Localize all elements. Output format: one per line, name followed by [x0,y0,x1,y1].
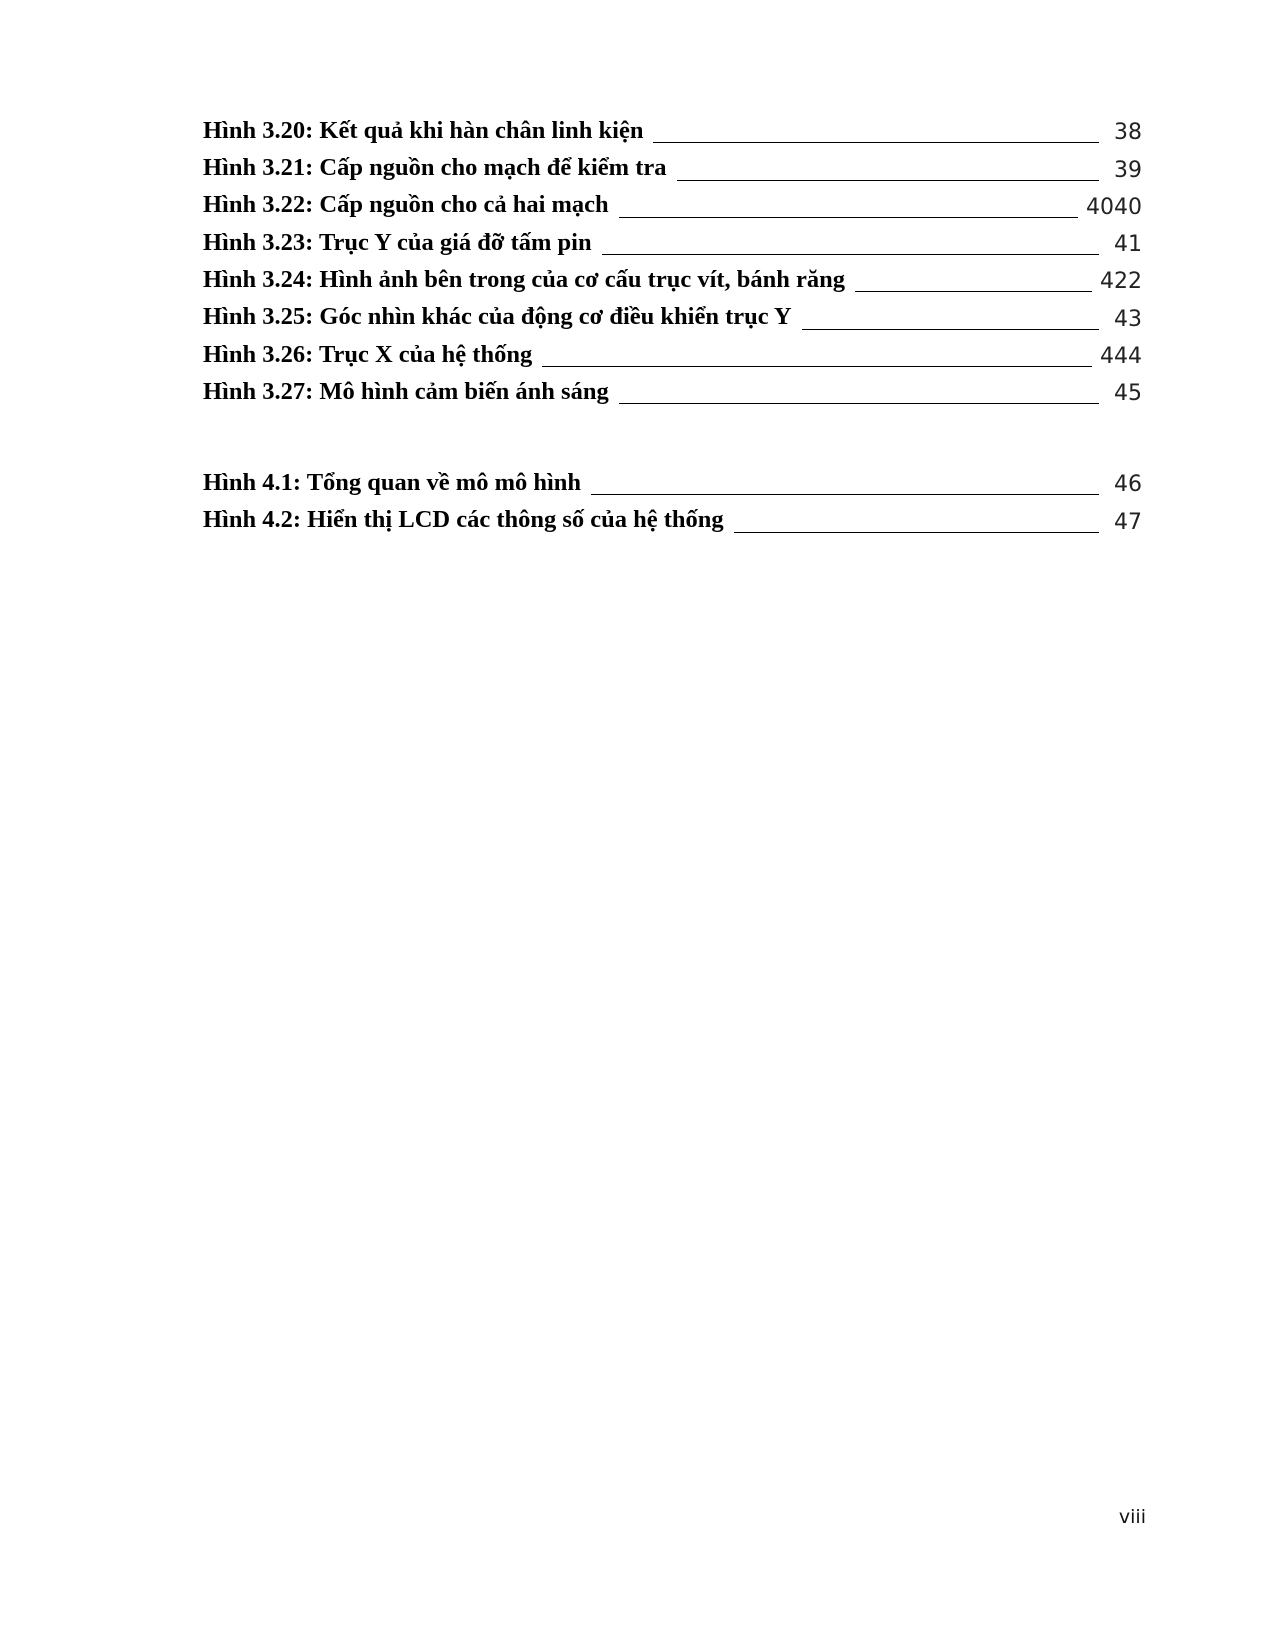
leader-line [855,291,1092,292]
entry-title: Hình 3.23: Trục Y của giá đỡ tấm pin [203,228,592,256]
leader-line [542,366,1092,367]
entry-page-number: 39 [1114,157,1142,183]
leader-line [602,254,1099,255]
entry-title: Hình 4.1: Tổng quan về mô mô hình [203,468,582,496]
entry-page-number: 46 [1114,472,1142,498]
entry-title: Hình 3.22: Cấp nguồn cho cả hai mạch [203,191,609,219]
figure-list-chapter-3 [203,114,1142,412]
entry-title: Hình 3.20: Kết quả khi hàn chân linh kiện [203,116,644,144]
page-number: viii [1118,1506,1146,1528]
entry-page-number: 444 [1100,344,1142,370]
entry-page-number: 47 [1114,509,1142,535]
leader-line [653,142,1099,143]
leader-line [734,532,1099,533]
entry-title: Hình 3.25: Góc nhìn khác của động cơ điều khiển trục Y [203,303,792,331]
entry-title: Hình 3.27: Mô hình cảm biến ánh sáng [203,377,609,405]
figure-list-chapter-4 [203,466,1142,541]
entry-title: Hình 3.24: Hình ảnh bên trong của cơ cấu trục vít, bánh răng [203,265,846,293]
toc-entry[interactable] [203,114,1142,151]
entry-page-number: 41 [1114,232,1142,258]
entry-title: Hình 3.21: Cấp nguồn cho mạch để kiểm tra [203,154,667,182]
leader-line [802,329,1099,330]
entry-page-number: 43 [1114,306,1142,332]
toc-entry[interactable] [203,338,1142,375]
toc-entry[interactable] [203,375,1142,412]
toc-entry[interactable] [203,263,1142,300]
entry-page-number: 45 [1114,381,1142,407]
toc-entry[interactable] [203,466,1142,503]
toc-entry[interactable] [203,226,1142,263]
toc-entry[interactable] [203,151,1142,188]
toc-entry[interactable] [203,503,1142,540]
leader-line [619,403,1099,404]
toc-entry[interactable] [203,300,1142,337]
leader-line [619,217,1078,218]
entry-page-number: 4040 [1086,194,1142,220]
entry-title: Hình 4.2: Hiển thị LCD các thông số của hệ thống [203,506,724,534]
entry-page-number: 38 [1114,120,1142,146]
entry-title: Hình 3.26: Trục X của hệ thống [203,340,533,368]
leader-line [591,494,1099,495]
leader-line [677,180,1099,181]
entry-page-number: 422 [1100,269,1142,295]
toc-entry[interactable] [203,189,1142,226]
